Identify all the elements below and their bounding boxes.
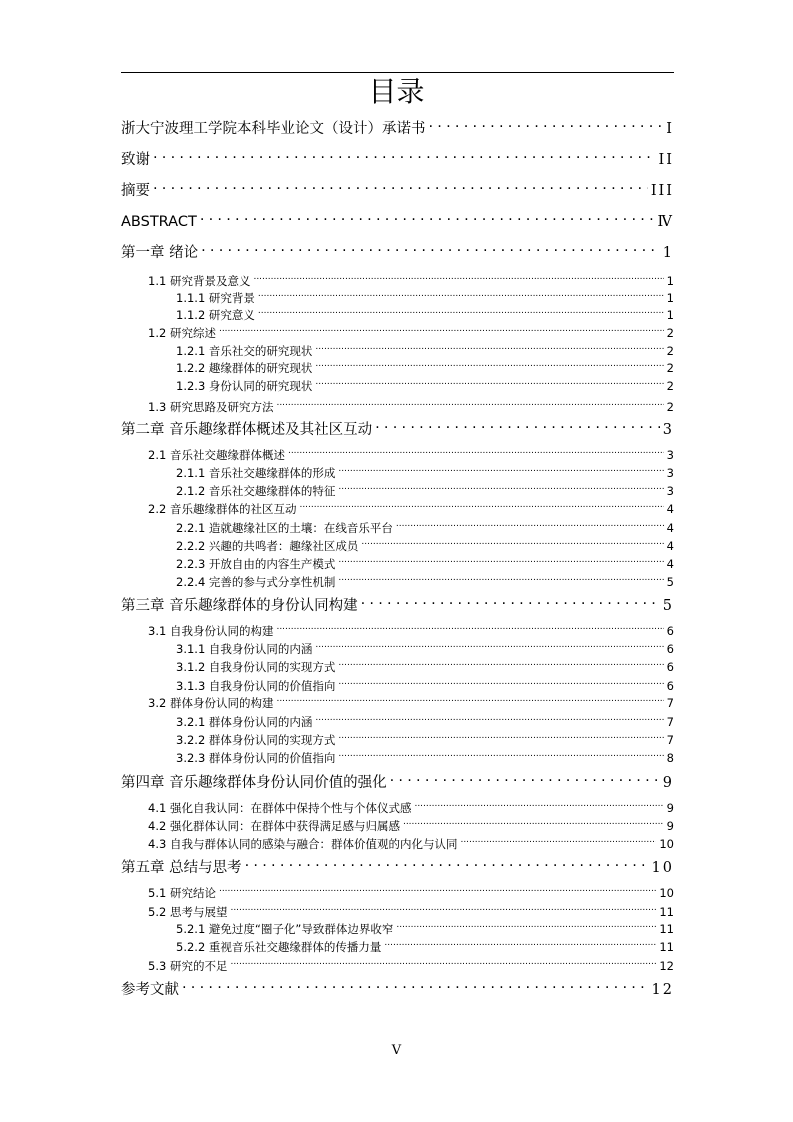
- toc-leader-dots: [384, 936, 656, 951]
- toc-entry-label: 3.1.3 自我身份认同的价值指向: [176, 679, 336, 693]
- toc-section-entry[interactable]: [148, 620, 674, 638]
- toc-subsection-entry[interactable]: [176, 553, 674, 571]
- toc-leader-dots: [338, 480, 663, 495]
- toc-section-entry[interactable]: [148, 322, 674, 340]
- toc-entry-page: 11: [659, 922, 674, 936]
- toc-entry-page: 4: [666, 539, 674, 553]
- toc-entry-label: 5.2.1 避免过度“圈子化”导致群体边界收窄: [176, 922, 394, 936]
- toc-entry-page: 7: [666, 715, 674, 729]
- toc-leader-dots: [390, 767, 660, 787]
- toc-entry-page: 4: [666, 557, 674, 571]
- toc-entry-page: 7: [666, 696, 674, 710]
- toc-entry-page: 10: [659, 837, 674, 851]
- toc-entry-page: 5: [662, 598, 674, 614]
- toc-leader-dots: [338, 656, 663, 671]
- toc-entry-label: 1.2 研究综述: [148, 326, 216, 340]
- toc-entry-page: 10: [659, 886, 674, 900]
- toc-leader-dots: [258, 287, 664, 302]
- toc-entry-label: 4.1 强化自我认同：在群体中保持个性与个体仪式感: [148, 801, 412, 815]
- toc-entry-label: 1.2.3 身份认同的研究现状: [176, 379, 313, 393]
- toc-leader-dots: [375, 414, 660, 434]
- toc-entry-page: 6: [666, 642, 674, 656]
- toc-entry-page: II: [658, 152, 674, 168]
- toc-section-entry[interactable]: [148, 498, 674, 516]
- toc-leader-dots: [338, 675, 663, 690]
- toc-chapter-entry[interactable]: [121, 206, 674, 230]
- toc-entry-page: 2: [666, 361, 674, 375]
- toc-leader-dots: [315, 711, 663, 726]
- toc-entry-label: 浙大宁波理工学院本科毕业论文（设计）承诺书: [121, 121, 426, 137]
- toc-subsection-entry[interactable]: [176, 535, 674, 553]
- toc-leader-dots: [276, 620, 663, 635]
- toc-entry-page: 1: [662, 245, 674, 261]
- toc-entry-page: 11: [659, 940, 674, 954]
- toc-entry-label: 5.2 思考与展望: [148, 905, 228, 919]
- toc-entry-page: 4: [666, 521, 674, 535]
- toc-leader-dots: [460, 833, 656, 848]
- toc-entry-page: 2: [666, 379, 674, 393]
- toc-subsection-entry[interactable]: [176, 638, 674, 656]
- toc-entry-page: 6: [666, 660, 674, 674]
- toc-entry-label: 致谢: [121, 152, 150, 168]
- toc-entry-label: 3.2.3 群体身份认同的价值指向: [176, 751, 336, 765]
- toc-entry-label: 3.2.2 群体身份认同的实现方式: [176, 733, 336, 747]
- toc-entry-page: 1: [666, 291, 674, 305]
- toc-entry-label: 2.2.2 兴趣的共鸣者：趣缘社区成员: [176, 539, 359, 553]
- toc-entry-label: 5.2.2 重视音乐社交趣缘群体的传播力量: [176, 940, 382, 954]
- toc-leader-dots: [219, 322, 664, 337]
- toc-chapter-entry[interactable]: [121, 237, 674, 261]
- toc-entry-page: 9: [666, 801, 674, 815]
- toc-entry-label: 2.1 音乐社交趣缘群体概述: [148, 448, 285, 462]
- toc-leader-dots: [276, 396, 663, 411]
- toc-section-entry[interactable]: [148, 815, 674, 833]
- toc-section-entry[interactable]: [148, 955, 674, 973]
- toc-subsection-entry[interactable]: [176, 287, 674, 305]
- toc-entry-label: 2.1.2 音乐社交趣缘群体的特征: [176, 484, 336, 498]
- toc-entry-page: 10: [651, 860, 674, 876]
- toc-section-entry[interactable]: [148, 396, 674, 414]
- toc-entry-label: 1.3 研究思路及研究方法: [148, 400, 274, 414]
- toc-leader-dots: [245, 852, 649, 872]
- toc-leader-dots: [315, 638, 663, 653]
- toc-entry-page: 6: [666, 624, 674, 638]
- toc-section-entry[interactable]: [148, 270, 674, 288]
- toc-entry-page: 8: [666, 751, 674, 765]
- toc-subsection-entry[interactable]: [176, 656, 674, 674]
- toc-subsection-entry[interactable]: [176, 462, 674, 480]
- toc-subsection-entry[interactable]: [176, 711, 674, 729]
- toc-leader-dots: [361, 535, 663, 550]
- toc-leader-dots: [414, 797, 663, 812]
- toc-leader-dots: [403, 815, 664, 830]
- toc-chapter-entry[interactable]: [121, 974, 674, 998]
- toc-subsection-entry[interactable]: [176, 357, 674, 375]
- toc-leader-dots: [338, 553, 663, 568]
- toc-leader-dots: [429, 113, 664, 133]
- toc-entry-page: 9: [662, 775, 674, 791]
- toc-leader-dots: [338, 571, 663, 586]
- toc-entry-page: 2: [666, 344, 674, 358]
- toc-entry-label: 2.2.1 造就趣缘社区的土壤：在线音乐平台: [176, 521, 393, 535]
- toc-leader-dots: [201, 237, 660, 257]
- toc-leader-dots: [253, 270, 663, 285]
- toc-leader-dots: [153, 144, 656, 164]
- toc-leader-dots: [315, 357, 663, 372]
- toc-entry-page: 1: [666, 274, 674, 288]
- toc-chapter-entry[interactable]: [121, 175, 674, 199]
- toc-leader-dots: [315, 375, 663, 390]
- toc-section-entry[interactable]: [148, 692, 674, 710]
- toc-subsection-entry[interactable]: [176, 918, 674, 936]
- toc-subsection-entry[interactable]: [176, 480, 674, 498]
- toc-entry-label: 3.2 群体身份认同的构建: [148, 696, 274, 710]
- toc-leader-dots: [338, 747, 663, 762]
- toc-leader-dots: [230, 955, 656, 970]
- toc-leader-dots: [299, 498, 663, 513]
- toc-entry-label: 第二章 音乐趣缘群体概述及其社区互动: [121, 422, 373, 438]
- toc-subsection-entry[interactable]: [176, 936, 674, 954]
- toc-entry-label: 2.1.1 音乐社交趣缘群体的形成: [176, 466, 336, 480]
- toc-entry-page: 7: [666, 733, 674, 747]
- toc-entry-label: 2.2 音乐趣缘群体的社区互动: [148, 502, 297, 516]
- toc-entry-page: 2: [666, 326, 674, 340]
- toc-entry-page: 3: [666, 466, 674, 480]
- toc-entry-page: Ⅳ: [657, 214, 674, 230]
- toc-entry-page: 1: [666, 308, 674, 322]
- page-title: 目录: [368, 75, 425, 108]
- toc-section-entry[interactable]: [148, 833, 674, 851]
- toc-subsection-entry[interactable]: [176, 517, 674, 535]
- toc-leader-dots: [396, 517, 664, 532]
- toc-section-entry[interactable]: [148, 797, 674, 815]
- toc-chapter-entry[interactable]: [121, 852, 674, 876]
- toc-entry-page: 2: [666, 400, 674, 414]
- toc-leader-dots: [396, 918, 656, 933]
- toc-entry-page: 3: [662, 422, 674, 438]
- toc-entry-label: 2.2.3 开放自由的内容生产模式: [176, 557, 336, 571]
- toc-leader-dots: [182, 974, 649, 994]
- toc-section-entry[interactable]: [148, 882, 674, 900]
- toc-entry-page: 12: [651, 982, 674, 998]
- toc-entry-label: 1.1.1 研究背景: [176, 291, 255, 305]
- toc-leader-dots: [315, 340, 663, 355]
- toc-leader-dots: [361, 590, 660, 610]
- toc-entry-page: 12: [659, 959, 674, 973]
- toc-leader-dots: [258, 304, 664, 319]
- toc-entry-label: 3.1.2 自我身份认同的实现方式: [176, 660, 336, 674]
- page-number-footer: V: [391, 1043, 402, 1058]
- toc-entry-label: ABSTRACT: [121, 214, 197, 230]
- toc-entry-label: 3.1 自我身份认同的构建: [148, 624, 274, 638]
- toc-chapter-entry[interactable]: [121, 767, 674, 791]
- toc-entry-label: 1.2.2 趣缘群体的研究现状: [176, 361, 313, 375]
- toc-entry-label: 第五章 总结与思考: [121, 860, 242, 876]
- toc-entry-page: 9: [666, 819, 674, 833]
- toc-entry-label: 3.2.1 群体身份认同的内涵: [176, 715, 313, 729]
- toc-leader-dots: [276, 692, 663, 707]
- toc-subsection-entry[interactable]: [176, 571, 674, 589]
- toc-entry-label: 5.3 研究的不足: [148, 959, 228, 973]
- toc-entry-label: 第四章 音乐趣缘群体身份认同价值的强化: [121, 775, 387, 791]
- toc-entry-label: 第一章 绪论: [121, 245, 199, 261]
- toc-entry-label: 2.2.4 完善的参与式分享性机制: [176, 575, 336, 589]
- toc-subsection-entry[interactable]: [176, 675, 674, 693]
- toc-entry-label: 1.1.2 研究意义: [176, 308, 255, 322]
- toc-entry-label: 参考文献: [121, 982, 179, 998]
- toc-section-entry[interactable]: [148, 444, 674, 462]
- toc-entry-page: 6: [666, 679, 674, 693]
- toc-chapter-entry[interactable]: [121, 113, 674, 137]
- toc-leader-dots: [288, 444, 664, 459]
- toc-entry-label: 摘要: [121, 183, 150, 199]
- toc-leader-dots: [230, 901, 656, 916]
- toc-entry-label: 1.1 研究背景及意义: [148, 274, 251, 288]
- toc-leader-dots: [219, 882, 656, 897]
- toc-entry-label: 1.2.1 音乐社交的研究现状: [176, 344, 313, 358]
- toc-leader-dots: [338, 462, 663, 477]
- toc-leader-dots: [153, 175, 648, 195]
- toc-entry-page: 4: [666, 502, 674, 516]
- toc-section-entry[interactable]: [148, 901, 674, 919]
- toc-leader-dots: [200, 206, 655, 226]
- toc-subsection-entry[interactable]: [176, 747, 674, 765]
- toc-entry-page: 3: [666, 448, 674, 462]
- toc-entry-page: III: [650, 183, 674, 199]
- toc-chapter-entry[interactable]: [121, 590, 674, 614]
- toc-subsection-entry[interactable]: [176, 304, 674, 322]
- toc-entry-page: 3: [666, 484, 674, 498]
- toc-entry-page: I: [666, 121, 674, 137]
- toc-subsection-entry[interactable]: [176, 340, 674, 358]
- toc-chapter-entry[interactable]: [121, 414, 674, 438]
- toc-entry-label: 3.1.1 自我身份认同的内涵: [176, 642, 313, 656]
- toc-leader-dots: [338, 729, 663, 744]
- toc-entry-page: 11: [659, 905, 674, 919]
- toc-entry-label: 4.3 自我与群体认同的感染与融合：群体价值观的内化与认同: [148, 837, 458, 851]
- toc-entry-label: 第三章 音乐趣缘群体的身份认同构建: [121, 598, 358, 614]
- toc-entry-label: 4.2 强化群体认同：在群体中获得满足感与归属感: [148, 819, 400, 833]
- toc-chapter-entry[interactable]: [121, 144, 674, 168]
- toc-subsection-entry[interactable]: [176, 729, 674, 747]
- toc-subsection-entry[interactable]: [176, 375, 674, 393]
- toc-entry-label: 5.1 研究结论: [148, 886, 216, 900]
- toc-entry-page: 5: [666, 575, 674, 589]
